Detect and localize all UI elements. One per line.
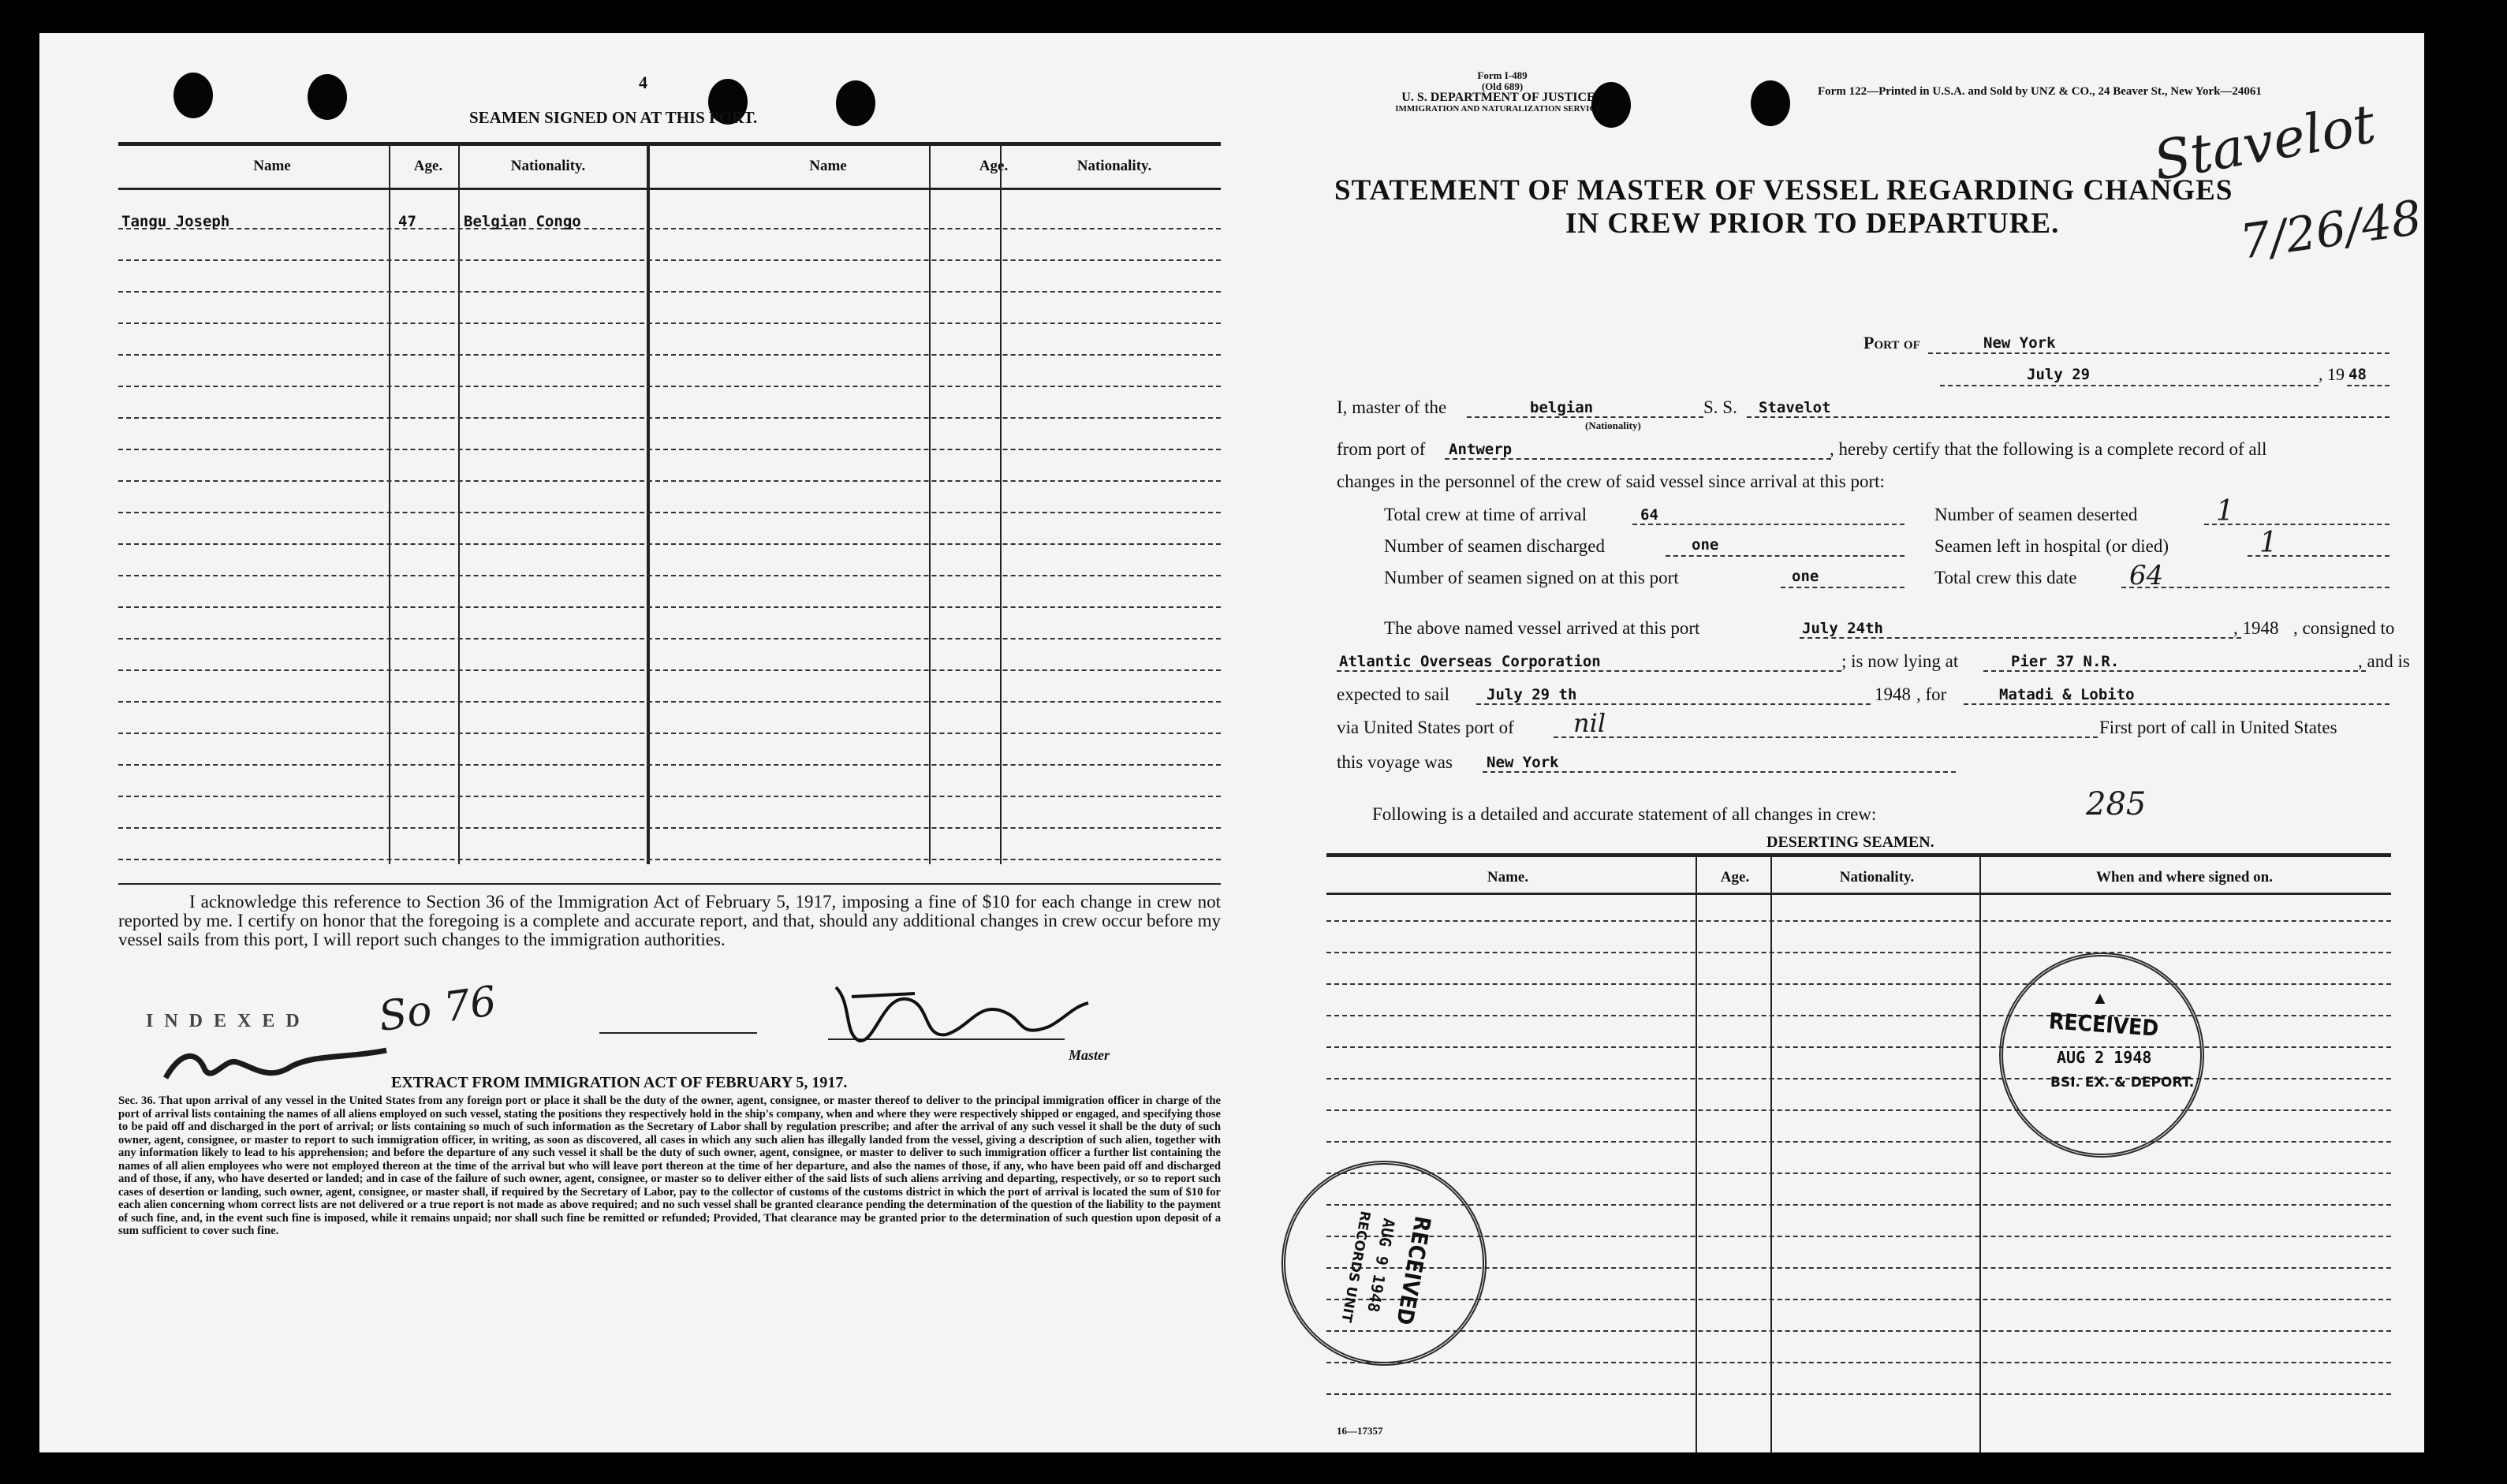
col-header-age: Age. [413, 158, 443, 174]
col-header-name-2: Name [809, 158, 847, 174]
deserting-row-line [1326, 1109, 2391, 1111]
col-header-nationality-2: Nationality. [1076, 158, 1152, 174]
deserted-value: 1 [2216, 495, 2234, 528]
deserting-row-line [1326, 983, 2391, 985]
table-row-line [118, 796, 1221, 797]
vessel-name: Stavelot [1759, 399, 1831, 416]
from-port-label: from port of [1337, 439, 1426, 459]
table-row-line [118, 480, 1221, 482]
deserting-row-line [1326, 1236, 2391, 1237]
changes-text: changes in the personnel of the crew of said vessel since arrival at this port: [1337, 472, 1885, 491]
punch-hole [173, 73, 213, 118]
consignee-line [1337, 670, 1841, 672]
entry-name: Tangu Joseph [121, 213, 230, 230]
table-row-line [118, 228, 1221, 229]
lying-label: ; is now lying at [1841, 651, 1959, 671]
table-divider [929, 145, 931, 864]
deserting-row-line [1326, 1046, 2391, 1048]
signed-on-line [1781, 587, 1904, 588]
deserting-row-line [1326, 1362, 2391, 1363]
port-line [1928, 352, 2389, 354]
discharged-value: one [1692, 536, 1719, 554]
from-port-line [1445, 458, 1831, 460]
punch-hole [1751, 80, 1790, 126]
date-year-prefix: , 19 [2319, 364, 2345, 384]
table-bottom-rule [118, 883, 1221, 885]
via-line [1554, 736, 2098, 738]
total-crew-arrival-label: Total crew at time of arrival [1384, 505, 1587, 524]
first-port-label: First port of call in United States [2099, 718, 2337, 737]
lying-value: Pier 37 N.R. [2011, 653, 2120, 670]
table-header-rule [118, 188, 1221, 190]
nationality-value: belgian [1530, 399, 1594, 416]
table-divider [1000, 145, 1002, 864]
indexed-handwriting: So 76 [375, 977, 500, 1042]
sail-year: 1948 [1875, 684, 1911, 704]
via-value: nil [1573, 708, 1606, 738]
total-crew-date-label: Total crew this date [1934, 568, 2077, 587]
deserting-col-nationality: Nationality. [1839, 869, 1915, 886]
received-stamp-1 [1999, 953, 2204, 1158]
voyage-value: New York [1487, 754, 1559, 771]
table-row-line [118, 543, 1221, 545]
arrived-year: , 1948 [2233, 618, 2279, 638]
form-title-line-1: STATEMENT OF MASTER OF VESSEL REGARDING CHANGES [1334, 174, 2233, 207]
following-text: Following is a detailed and accurate statement of all changes in crew: [1372, 804, 1877, 824]
extract-text: Sec. 36. That upon arrival of any vessel in the United States from any foreign port or place it shall be the duty of the owner, agent, consignee, or master thereof to deliver to the principal immigration officer in charge of the port of arrival lists containing the names of all aliens employed on such vessel, stating the positions they respectively hold in the ship's company, when and where they were respectively shipped or engaged, and specifying those to be paid off and discharged in the port of arrival; or lists containing so much of such information as the Secretary of Labor shall by regulation prescribe; and after the arrival of any such vessel it shall be the duty of such owner, agent, consignee, or master to report to such immigration officer, in writing, as soon as discovered, all cases in which any such alien has illegally landed from the vessel, giving a description of such alien, together with any information likely to lead to his apprehension; and before the departure of any such vessel it shall be the duty of such owner, agent, consignee, or master to deliver to such immigration officer a further list containing the names of all alien employees who were not employed thereon at the time of the arrival but who will leave port thereon at the time of her departure, and also the names of those, if any, who have been paid off and discharged and of those, if any, who have deserted or landed; and in case of the failure of such owner, agent, consignee, or master so to deliver either of the said lists of such aliens arriving and departing, respectively, or so to report such cases of desertion or landing, such owner, agent, consignee, or master shall, if required by the Secretary of Labor, pay to the collector of customs of the customs district in which the port of arrival is located the sum of $10 for each alien concerning whom correct lists are not delivered or a true report is not made as above required; and no such vessel shall be granted clearance pending the determination of the question of the liability to the payment of such fine, and, in the event such fine is imposed, while it remains unpaid; nor shall such fine be remitted or refunded; Provided, That clearance may be granted prior to the determination of such question upon deposit of a sum sufficient to cover such fine. [118, 1094, 1221, 1237]
deserting-col-name: Name. [1487, 869, 1529, 886]
service: IMMIGRATION AND NATURALIZATION SERVICE [1395, 104, 1602, 114]
table-row-line [118, 764, 1221, 766]
received-stamp-1-date: AUG 2 1948 [2057, 1048, 2152, 1067]
table-row-line [118, 701, 1221, 703]
table-row-line [118, 386, 1221, 387]
punch-hole [836, 80, 875, 126]
deserting-row-line [1326, 952, 2391, 953]
document-sheet [39, 33, 2424, 1452]
and-is-label: , and is [2358, 651, 2410, 671]
table-row-line [118, 323, 1221, 324]
table-row-line [118, 606, 1221, 608]
entry-nationality: Belgian Congo [464, 213, 581, 230]
table-row-line [118, 669, 1221, 671]
table-top-rule [118, 142, 1221, 146]
sail-label: expected to sail [1337, 684, 1450, 704]
received-stamp-1-office: BSI. EX. & DEPORT. [2050, 1075, 2195, 1091]
entry-age: 47 [398, 213, 416, 230]
deserting-row-line [1326, 1330, 2391, 1332]
deserting-col-when-where: When and where signed on. [2095, 869, 2273, 886]
received-stamp-2-date: AUG 9 1948 [1364, 1217, 1399, 1314]
date-line [1940, 385, 2319, 386]
arrow-up-icon: ▲ [2091, 988, 2109, 1008]
table-row-line [118, 417, 1221, 419]
col-header-name: Name [253, 158, 291, 174]
received-stamp-2 [1265, 1144, 1502, 1381]
master-of-label: I, master of the [1337, 397, 1447, 417]
discharged-line [1666, 555, 1904, 557]
col-header-age-2: Age. [979, 158, 1009, 174]
date-year-suffix: 48 [2348, 366, 2367, 383]
table-row-line [118, 827, 1221, 829]
sail-value: July 29 th [1487, 686, 1577, 703]
total-crew-date-value: 64 [2129, 560, 2164, 591]
total-crew-arrival-value: 64 [1640, 506, 1658, 524]
date-year-line [2347, 385, 2389, 386]
hospital-label: Seamen left in hospital (or died) [1934, 536, 2169, 556]
deserting-row-line [1326, 1015, 2391, 1016]
table-row-line [118, 449, 1221, 450]
deserting-row-line [1326, 1204, 2391, 1206]
arrived-line [1800, 637, 2241, 639]
handwritten-scribble [158, 1035, 394, 1090]
form-id: Form I-489 [1477, 69, 1528, 81]
deserting-header-rule [1326, 893, 2391, 895]
for-label: , for [1916, 684, 1947, 704]
master-label: Master [1069, 1047, 1110, 1063]
received-stamp-1-title: RECEIVED [2048, 1008, 2160, 1042]
from-port-value: Antwerp [1449, 441, 1513, 458]
port-value: New York [1983, 334, 2056, 352]
extract-heading: EXTRACT FROM IMMIGRATION ACT OF FEBRUARY 5, 1917. [391, 1074, 848, 1091]
page-number: 4 [639, 73, 647, 92]
nationality-line [1467, 416, 1703, 418]
signed-on-value: one [1792, 568, 1819, 585]
date-value: July 29 [2027, 366, 2091, 383]
hospital-value: 1 [2259, 527, 2278, 559]
table-row-line [118, 859, 1221, 860]
deserted-label: Number of seamen deserted [1934, 505, 2138, 524]
form-title-line-2: IN CREW PRIOR TO DEPARTURE. [1565, 207, 2060, 240]
deserting-row-line [1326, 920, 2391, 922]
total-crew-arrival-line [1632, 524, 1904, 525]
consignee-value: Atlantic Overseas Corporation [1339, 653, 1601, 670]
table-divider [647, 145, 650, 864]
table-row-line [118, 575, 1221, 576]
acknowledgement-text: I acknowledge this reference to Section 36 of the Immigration Act of February 5, 1917, imposing a fine of $10 for each change in crew not reported by me. I certify on honor that the foregoing is a complete and accurate report, and that, should any additional changes in crew occur before my vessel sails from this port, I will report such changes to the immigration authorities. [118, 892, 1221, 949]
table-row-line [118, 354, 1221, 356]
port-label: Port of [1863, 333, 1920, 352]
printer-note: Form 122—Printed in U.S.A. and Sold by UNZ & CO., 24 Beaver St., New York—24061 [1818, 85, 2262, 98]
table-divider [389, 145, 390, 864]
lying-line [1983, 670, 2366, 672]
deserting-heading: DESERTING SEAMEN. [1766, 833, 1934, 851]
handwritten-date: 7/26/48 [2237, 190, 2426, 270]
deserting-row-line [1326, 1141, 2391, 1143]
voyage-line [1483, 771, 1956, 773]
col-header-nationality: Nationality. [510, 158, 586, 174]
deserting-top-rule [1326, 853, 2391, 857]
number-285: 285 [2086, 786, 2147, 822]
punch-hole [308, 74, 347, 120]
master-signature [820, 979, 1096, 1050]
deserting-row-line [1326, 1173, 2391, 1174]
discharged-label: Number of seamen discharged [1384, 536, 1605, 556]
print-code: 16—17357 [1337, 1425, 1383, 1437]
table-divider [458, 145, 460, 864]
received-stamp-2-title: RECEIVED [1391, 1214, 1436, 1327]
sail-line [1476, 703, 1871, 705]
table-row-line [118, 638, 1221, 639]
consigned-label: , consigned to [2293, 618, 2395, 638]
arrived-label: The above named vessel arrived at this port [1384, 618, 1700, 638]
via-label: via United States port of [1337, 718, 1514, 737]
deserting-row-line [1326, 1393, 2391, 1395]
for-line [1964, 703, 2389, 705]
table-row-line [118, 733, 1221, 734]
deserting-col-age: Age. [1720, 869, 1750, 886]
signed-on-label: Number of seamen signed on at this port [1384, 568, 1679, 587]
table-row-line [118, 291, 1221, 293]
form-old: (Old 689) [1481, 80, 1524, 92]
certify-text: , hereby certify that the following is a complete record of all [1830, 439, 2267, 459]
vessel-line [1747, 416, 2389, 418]
department: U. S. DEPARTMENT OF JUSTICE [1401, 91, 1595, 104]
deserting-row-line [1326, 1299, 2391, 1300]
indexed-stamp: INDEXED [146, 1011, 311, 1031]
received-stamp-2-office: RECORDS UNIT [1337, 1210, 1373, 1324]
voyage-label: this voyage was [1337, 752, 1453, 772]
handwritten-ship: Stavelot [2149, 93, 2380, 193]
for-value: Matadi & Lobito [1999, 686, 2135, 703]
signature-line-1 [599, 1032, 757, 1034]
nationality-caption: (Nationality) [1585, 419, 1641, 431]
left-heading: SEAMEN SIGNED ON AT THIS PORT. [469, 108, 758, 127]
deserting-row-line [1326, 1078, 2391, 1079]
table-row-line [118, 259, 1221, 261]
table-row-line [118, 512, 1221, 513]
ss-label: S. S. [1703, 397, 1737, 417]
arrived-value: July 24th [1802, 620, 1883, 637]
